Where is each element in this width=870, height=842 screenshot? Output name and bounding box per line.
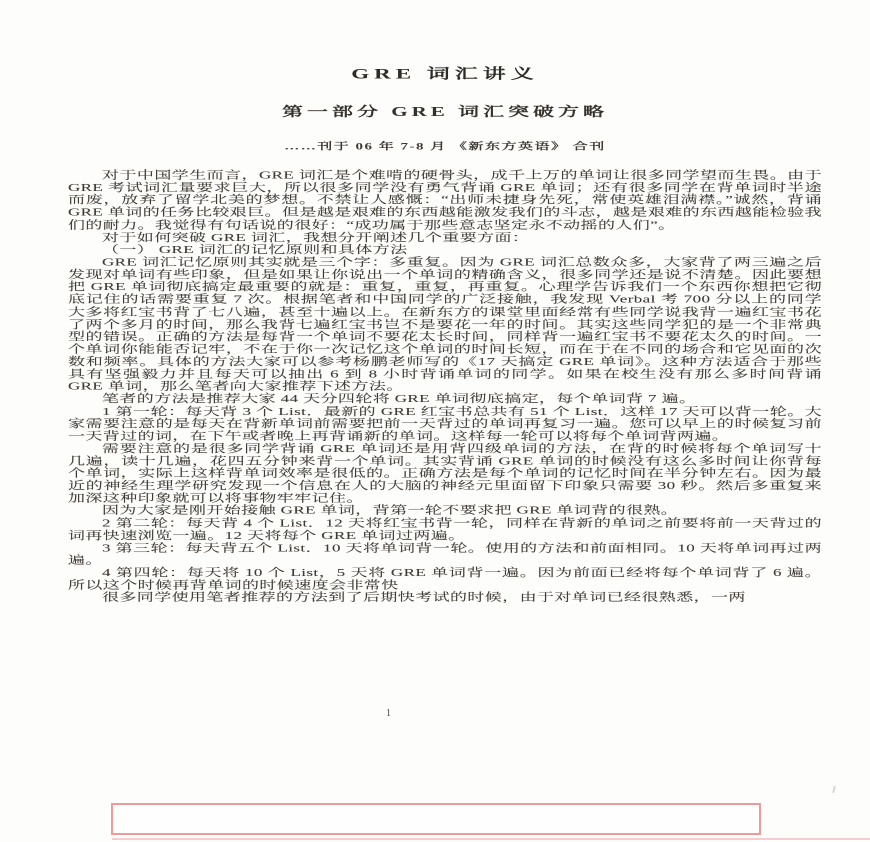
paragraph: 因为大家是刚开始接触 GRE 单词，背第一轮不要求把 GRE 单词背的很熟。 [102,504,679,517]
paragraph-round-1: 1 第一轮：每天背 3 个 List．最新的 GRE 红宝书总共有 51 个 List．这样 17 天可以背一轮。大家需要注意的是每天在背新单词前需要把前一天背过的单词再复习一遍。您可以早上的时候复习前一天背过的词，在下午或者晚上再背诵新的单词。这样每一轮可以将每个单词背两遍。 [68,405,822,442]
annotation-box [111,803,761,835]
page-number: 1 [386,708,391,719]
paragraph-section-heading: （一） GRE 词汇的记忆原则和具体方法 [102,243,408,256]
document-text-block [68,62,822,604]
paragraph-round-4: 4 第四轮：每天将 10 个 List，5 天将 GRE 单词背一遍。因为前面已经将每个单词背了 6 遍。所以这个时候再背单词的时候速度会非常快 [68,566,822,592]
part-heading: 第一部分 GRE 词汇突破方略 [281,104,608,120]
byline: ……刊于 06 年 7-8 月 《新东方英语》 合刊 [284,142,606,153]
paragraph: 很多同学使用笔者推荐的方法到了后期快考试的时候，由于对单词已经很熟悉，一两 [102,591,746,604]
paragraph-round-3: 3 第三轮：每天背五个 List．10 天将单词背一轮。使用的方法和前面相同。10 天将单词再过两遍。 [68,541,822,567]
paragraph: 需要注意的是很多同学背诵 GRE 单词还是用背四级单词的方法，在背的时候将每个单词写十几遍，读十几遍，花四五分钟来背一个单词。其实背诵 GRE 单词的时候没有这么多时间让你背每个单词，实际上这样背单词效率是很低的。正确方法是每个单词的记忆时间在半分钟左右。因为最近的神经生理学研究发现一个信息在人的大脑的神经元里面留下印象只需要 30 秒。然后多重复来加深这种印象就可以将事物牢牢记住。 [68,442,822,505]
paragraph-round-2: 2 第二轮：每天背 4 个 List．12 天将红宝书背一轮，同样在背新的单词之前要将前一天背过的词再快速浏览一遍。12 天将每个 GRE 单词过两遍。 [68,516,822,542]
paragraph: 对于如何突破 GRE 词汇，我想分开阐述几个重要方面： [102,231,530,244]
paragraph: GRE 词汇记忆原则其实就是三个字：多重复。因为 GRE 词汇总数众多，大家背了两三遍之后发现对单词有些印象，但是如果让你说出一个单词的精确含义，很多同学还是说不清楚。因此要想把 GRE 单词彻底搞定最重要的就是：重复，重复，再重复。心理学告诉我们一个东西你想把它彻底记住的话需要重复 7 次。根据笔者和中国同学的广泛接触，我发现 Verbal 考 700 分以上的同学大多将红宝书背了七八遍，甚至十遍以上。在新东方的课堂里面经常有些同学说我背一遍红宝书花了两个多月的时间，那么我背七遍红宝书岂不是要花一年的时间。其实这些同学犯的是一个非常典型的错误。正确的方法是每背一个单词不要花太长时间，同样背一遍红宝书不要花太久的时间。一个单词你能能否记牢，不在于你一次记忆这个单词的时间长短，而在于在不同的场合和它见面的次数和频率。具体的方法大家可以参考杨鹏老师写的《17 天搞定 GRE 单词》。这种方法适合于那些具有坚强毅力并且每天可以抽出 6 到 8 小时背诵单词的同学。如果在校生没有那么多时间背诵 GRE 单词，那么笔者向大家推荐下述方法。 [68,256,822,393]
scan-artifact-mark [832,786,836,793]
paragraph: 笔者的方法是推荐大家 44 天分四轮将 GRE 单词彻底搞定，每个单词背 7 遍。 [102,392,697,405]
document-title: GRE 词汇讲义 [351,65,539,82]
paragraph: 对于中国学生而言，GRE 词汇是个难啃的硬骨头，成千上万的单词让很多同学望而生畏。由于 GRE 考试词汇量要求巨大，所以很多同学没有勇气背诵 GRE 单词；还有很多同学在背单词时半途而废，放弃了留学北美的梦想。不禁让人感慨：“出师未捷身先死，常使英雄泪满襟。”诚然，背诵 GRE 单词的任务比较艰巨。但是越是艰难的东西越能激发我们的斗志，越是艰难的东西越能检验我们的耐力。我觉得有句话说的很好：“成功属于那些意志坚定永不动摇的人们”。 [68,169,822,231]
scan-artifact-line [112,838,870,840]
